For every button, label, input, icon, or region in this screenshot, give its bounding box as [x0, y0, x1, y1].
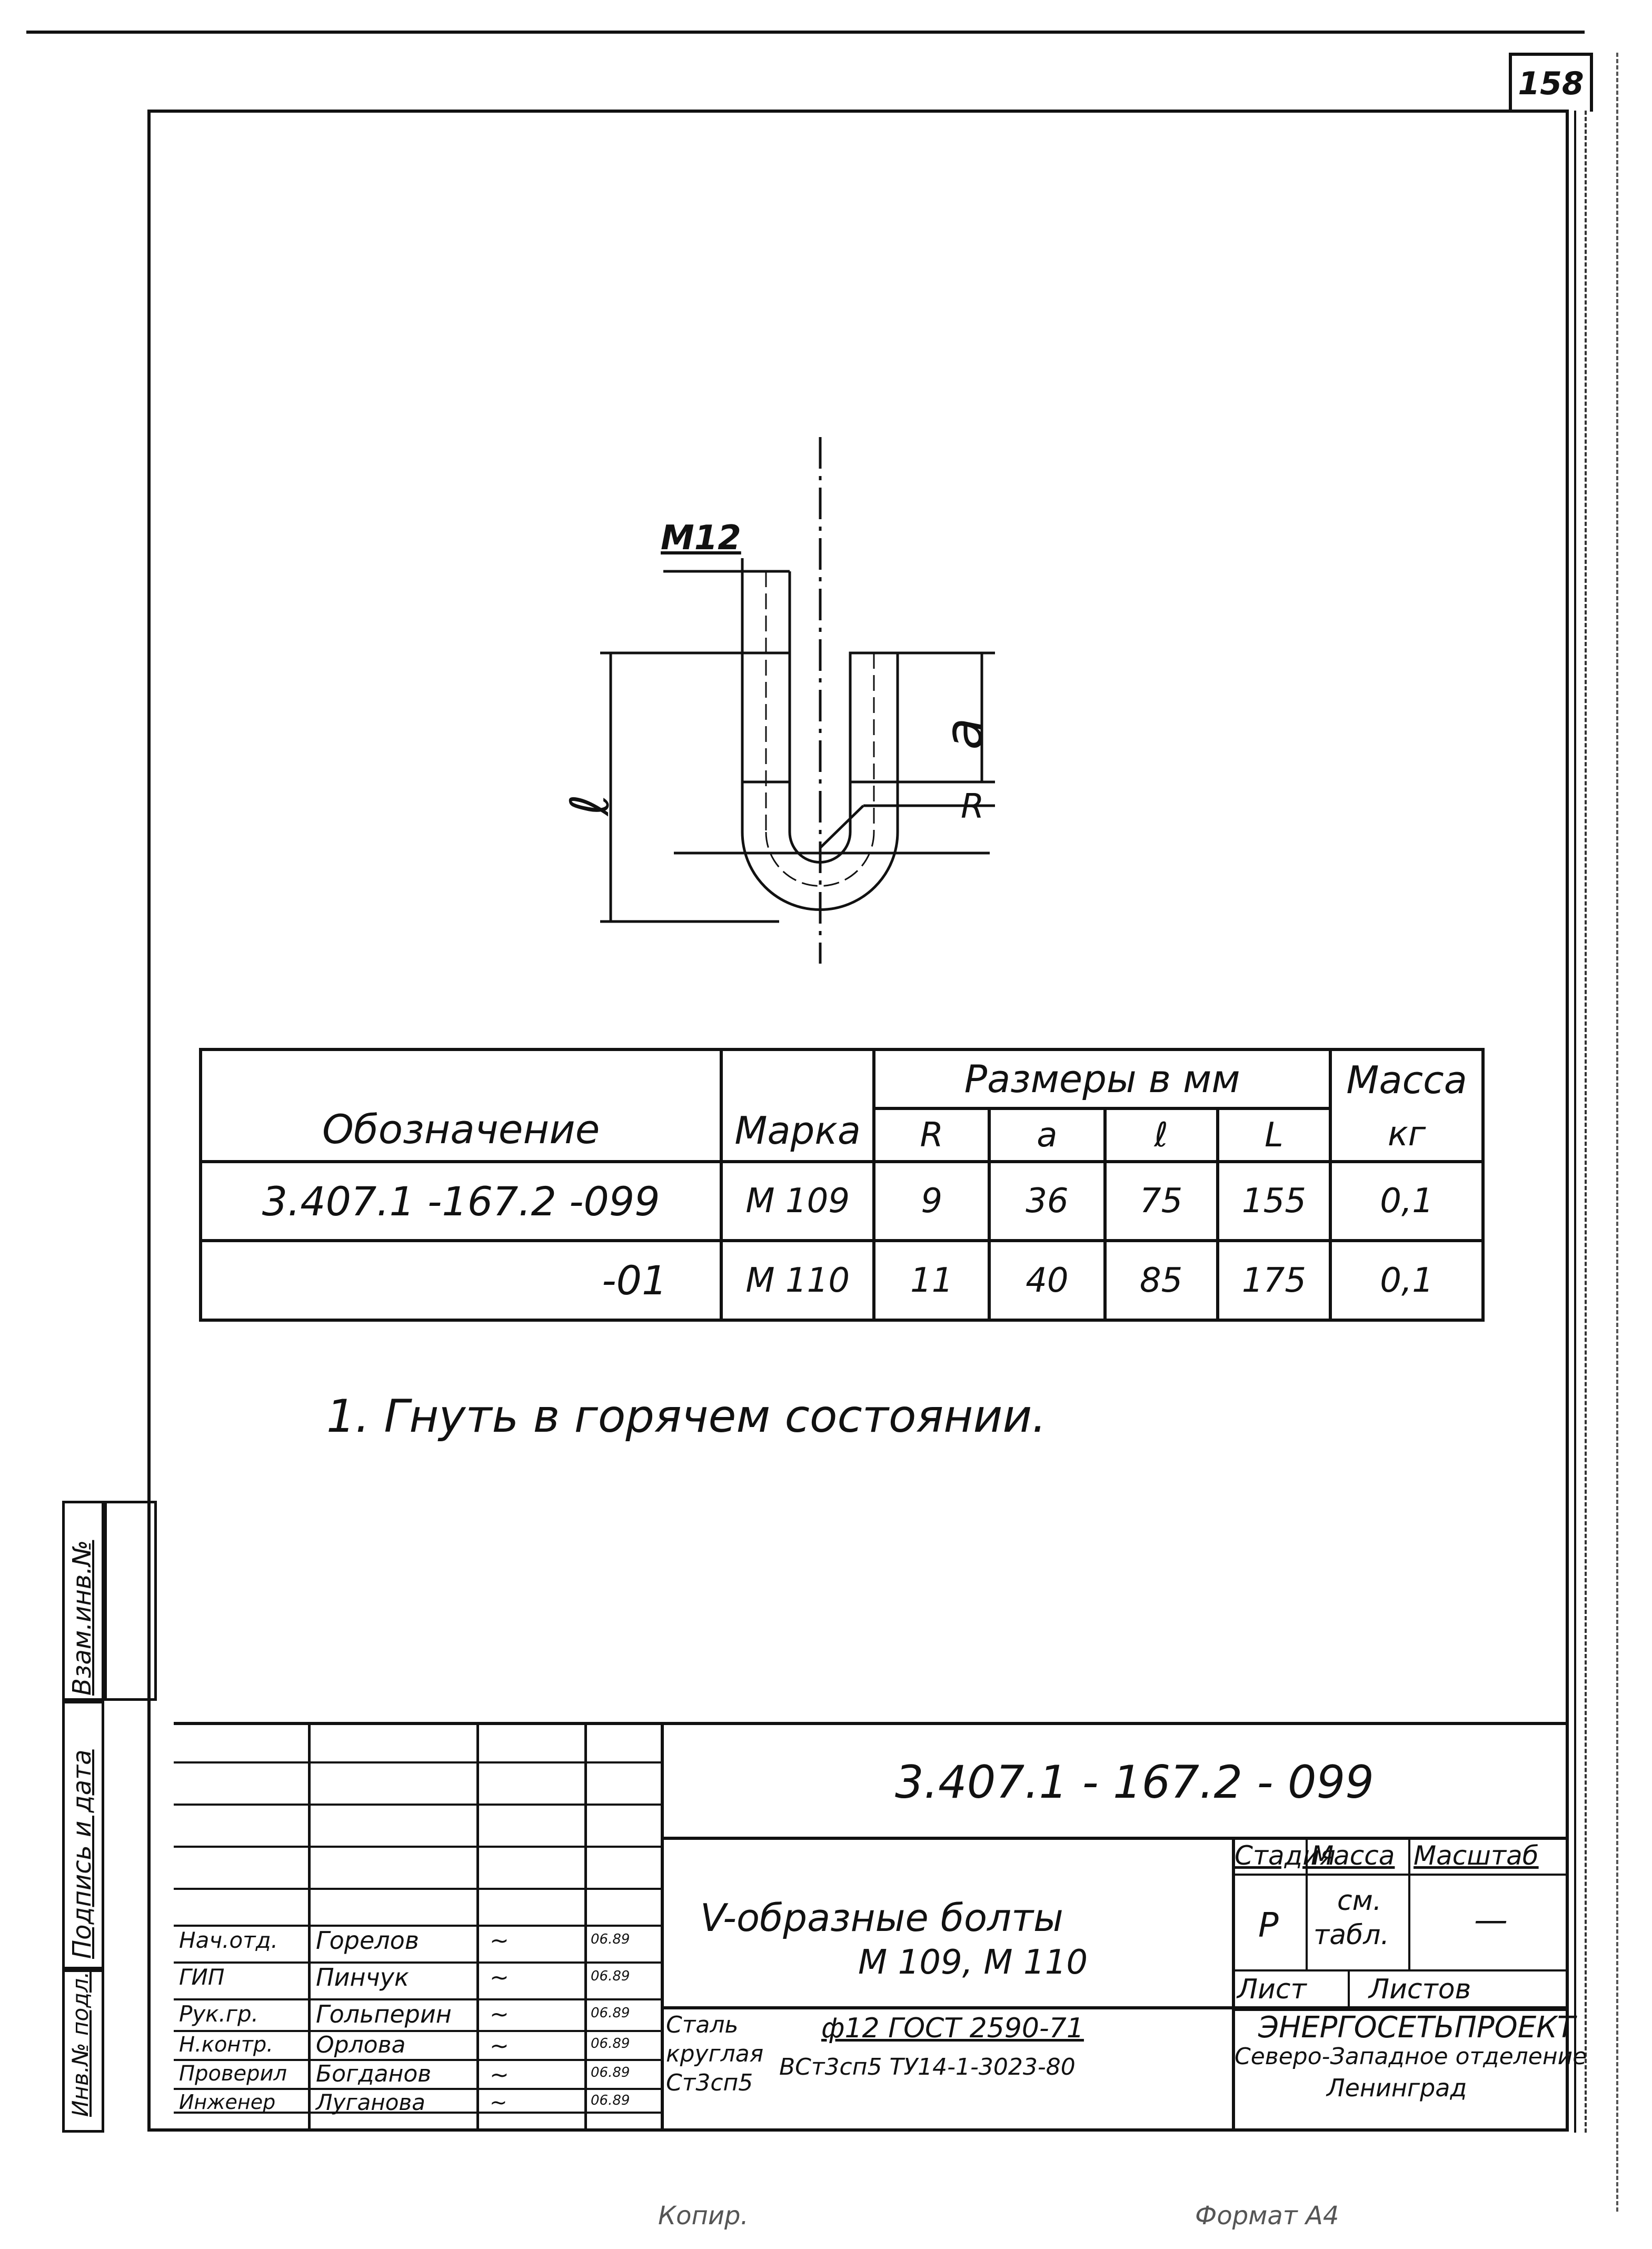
top-rule [26, 31, 1585, 34]
mass-value-2: табл. [1313, 1919, 1389, 1951]
row1-r: 9 [874, 1162, 989, 1241]
sheets-label: Листов [1369, 1974, 1471, 2005]
person-date: 06.89 [591, 2093, 630, 2108]
sheet-label: Лист [1237, 1974, 1307, 2005]
material-spec-1: ф12 ГОСТ 2590-71 [821, 2013, 1084, 2044]
tb-left-vline [584, 1722, 587, 2132]
tb-left-hline [174, 1761, 663, 1763]
person-name: Богданов [316, 2060, 432, 2087]
tb-left-hline [174, 1804, 663, 1806]
right-edge-dashed-line [1616, 53, 1618, 2212]
person-role: Н.контр. [179, 2033, 273, 2057]
tb-right-vline [1408, 1837, 1410, 1970]
right-margin-line [1574, 111, 1576, 2133]
dimension-a-label: a [933, 717, 995, 750]
tb-left-vline [661, 1722, 664, 2132]
tb-left-hline [174, 1846, 663, 1848]
title-line2: М 109, М 110 [858, 1943, 1088, 1982]
col-mass-unit: кг [1330, 1108, 1483, 1161]
person-signature: ~ [490, 2062, 509, 2088]
person-name: Горелов [316, 1926, 419, 1955]
title-block [174, 1722, 1587, 2132]
col-a: a [989, 1108, 1104, 1161]
row2-mass: 0,1 [1330, 1241, 1483, 1320]
footer-right: Формат А4 [1195, 2201, 1339, 2231]
material-2: круглая [666, 2040, 764, 2067]
tb-right-hline [1232, 1874, 1569, 1876]
person-date: 06.89 [591, 2065, 630, 2080]
person-signature: ~ [490, 2091, 507, 2115]
org-line-3: Ленинград [1327, 2074, 1467, 2102]
tb-right-hline [1232, 1969, 1569, 1971]
row2-a: 40 [989, 1241, 1104, 1320]
doc-code: 3.407.1 - 167.2 - 099 [895, 1756, 1375, 1809]
person-signature: ~ [490, 2001, 509, 2028]
row2-l: 85 [1105, 1241, 1218, 1320]
row1-designation: 3.407.1 -167.2 -099 [201, 1162, 721, 1241]
person-role: Нач.отд. [179, 1927, 278, 1953]
tb-right-vline [1348, 1969, 1350, 2009]
col-L: L [1218, 1108, 1330, 1161]
scale-label: Масштаб [1414, 1840, 1539, 1871]
person-role: Проверил [179, 2062, 287, 2086]
tb-top-line [174, 1722, 1569, 1725]
person-role: ГИП [179, 1964, 225, 1990]
side-label-sign-date: Подпись и дата [67, 1749, 97, 1959]
row1-mass: 0,1 [1330, 1162, 1483, 1241]
mass-value-1: см. [1337, 1885, 1382, 1917]
side-stamp-inv-replace-value [104, 1501, 157, 1701]
material-1: Сталь [666, 2012, 739, 2038]
row2-r: 11 [874, 1241, 989, 1320]
col-dimensions: Размеры в мм [874, 1049, 1330, 1108]
table-row [201, 1241, 1483, 1320]
thread-label: M12 [661, 519, 741, 558]
person-date: 06.89 [591, 2036, 630, 2052]
u-bolt-drawing [569, 432, 1042, 974]
person-name: Луганова [316, 2089, 425, 2115]
col-r: R [874, 1108, 989, 1161]
mass-label: Масса [1311, 1840, 1395, 1871]
side-label-inv-replace: Взам.инв.№ [67, 1540, 97, 1696]
dimension-l-label: ℓ [559, 794, 621, 816]
material-spec-2: ВСт3сп5 ТУ14-1-3023-80 [779, 2054, 1076, 2080]
tb-left-hline [174, 1888, 663, 1890]
side-label-inv-orig: Инв.№ подл. [67, 1971, 93, 2117]
person-date: 06.89 [591, 2005, 630, 2021]
tb-right-vline [1232, 1837, 1235, 2132]
col-designation: Обозначение [201, 1049, 721, 1162]
row2-mark: М 110 [721, 1241, 874, 1320]
title-line1: V-образные болты [700, 1896, 1063, 1940]
stage-value: Р [1258, 1906, 1279, 1945]
tb-left-vline [308, 1722, 311, 2132]
col-l: ℓ [1105, 1108, 1218, 1161]
footer-left: Копир. [658, 2201, 749, 2231]
scale-value: — [1474, 1901, 1508, 1940]
row1-l: 75 [1105, 1162, 1218, 1241]
tb-left-vline [476, 1722, 479, 2132]
row1-mark: М 109 [721, 1162, 874, 1241]
person-role: Рук.гр. [179, 2001, 258, 2027]
person-name: Пинчук [316, 1963, 409, 1992]
stage-label: Стадия [1235, 1840, 1336, 1871]
row1-a: 36 [989, 1162, 1104, 1241]
col-mass: Масса [1330, 1049, 1483, 1108]
material-3: Ст3сп5 [666, 2069, 753, 2096]
table-row [201, 1162, 1483, 1241]
person-date: 06.89 [591, 1931, 630, 1947]
row2-designation: -01 [201, 1241, 721, 1320]
tb-left-hline [174, 1961, 663, 1964]
person-signature: ~ [490, 1927, 509, 1954]
col-mark: Марка [721, 1049, 874, 1162]
org-line-2: Северо-Западное отделение [1235, 2043, 1587, 2070]
dimension-r-label: R [961, 787, 984, 826]
sheet-number: 158 [1509, 53, 1593, 112]
org-line-1: ЭНЕРГОСЕТЬПРОЕКТ [1258, 2010, 1576, 2045]
right-margin-dashed-line [1585, 111, 1587, 2133]
person-date: 06.89 [591, 1968, 630, 1984]
row1-L: 155 [1218, 1162, 1330, 1241]
person-name: Орлова [316, 2032, 406, 2058]
person-name: Гольперин [316, 2000, 452, 2028]
tb-left-hline [174, 2030, 663, 2032]
person-role: Инженер [179, 2091, 276, 2114]
person-signature: ~ [490, 1964, 509, 1991]
note-text: 1. Гнуть в горячем состоянии. [326, 1390, 1047, 1443]
specification-table [199, 1048, 1485, 1322]
person-signature: ~ [490, 2033, 509, 2059]
row2-L: 175 [1218, 1241, 1330, 1320]
tb-right-hline [661, 1837, 1569, 1840]
